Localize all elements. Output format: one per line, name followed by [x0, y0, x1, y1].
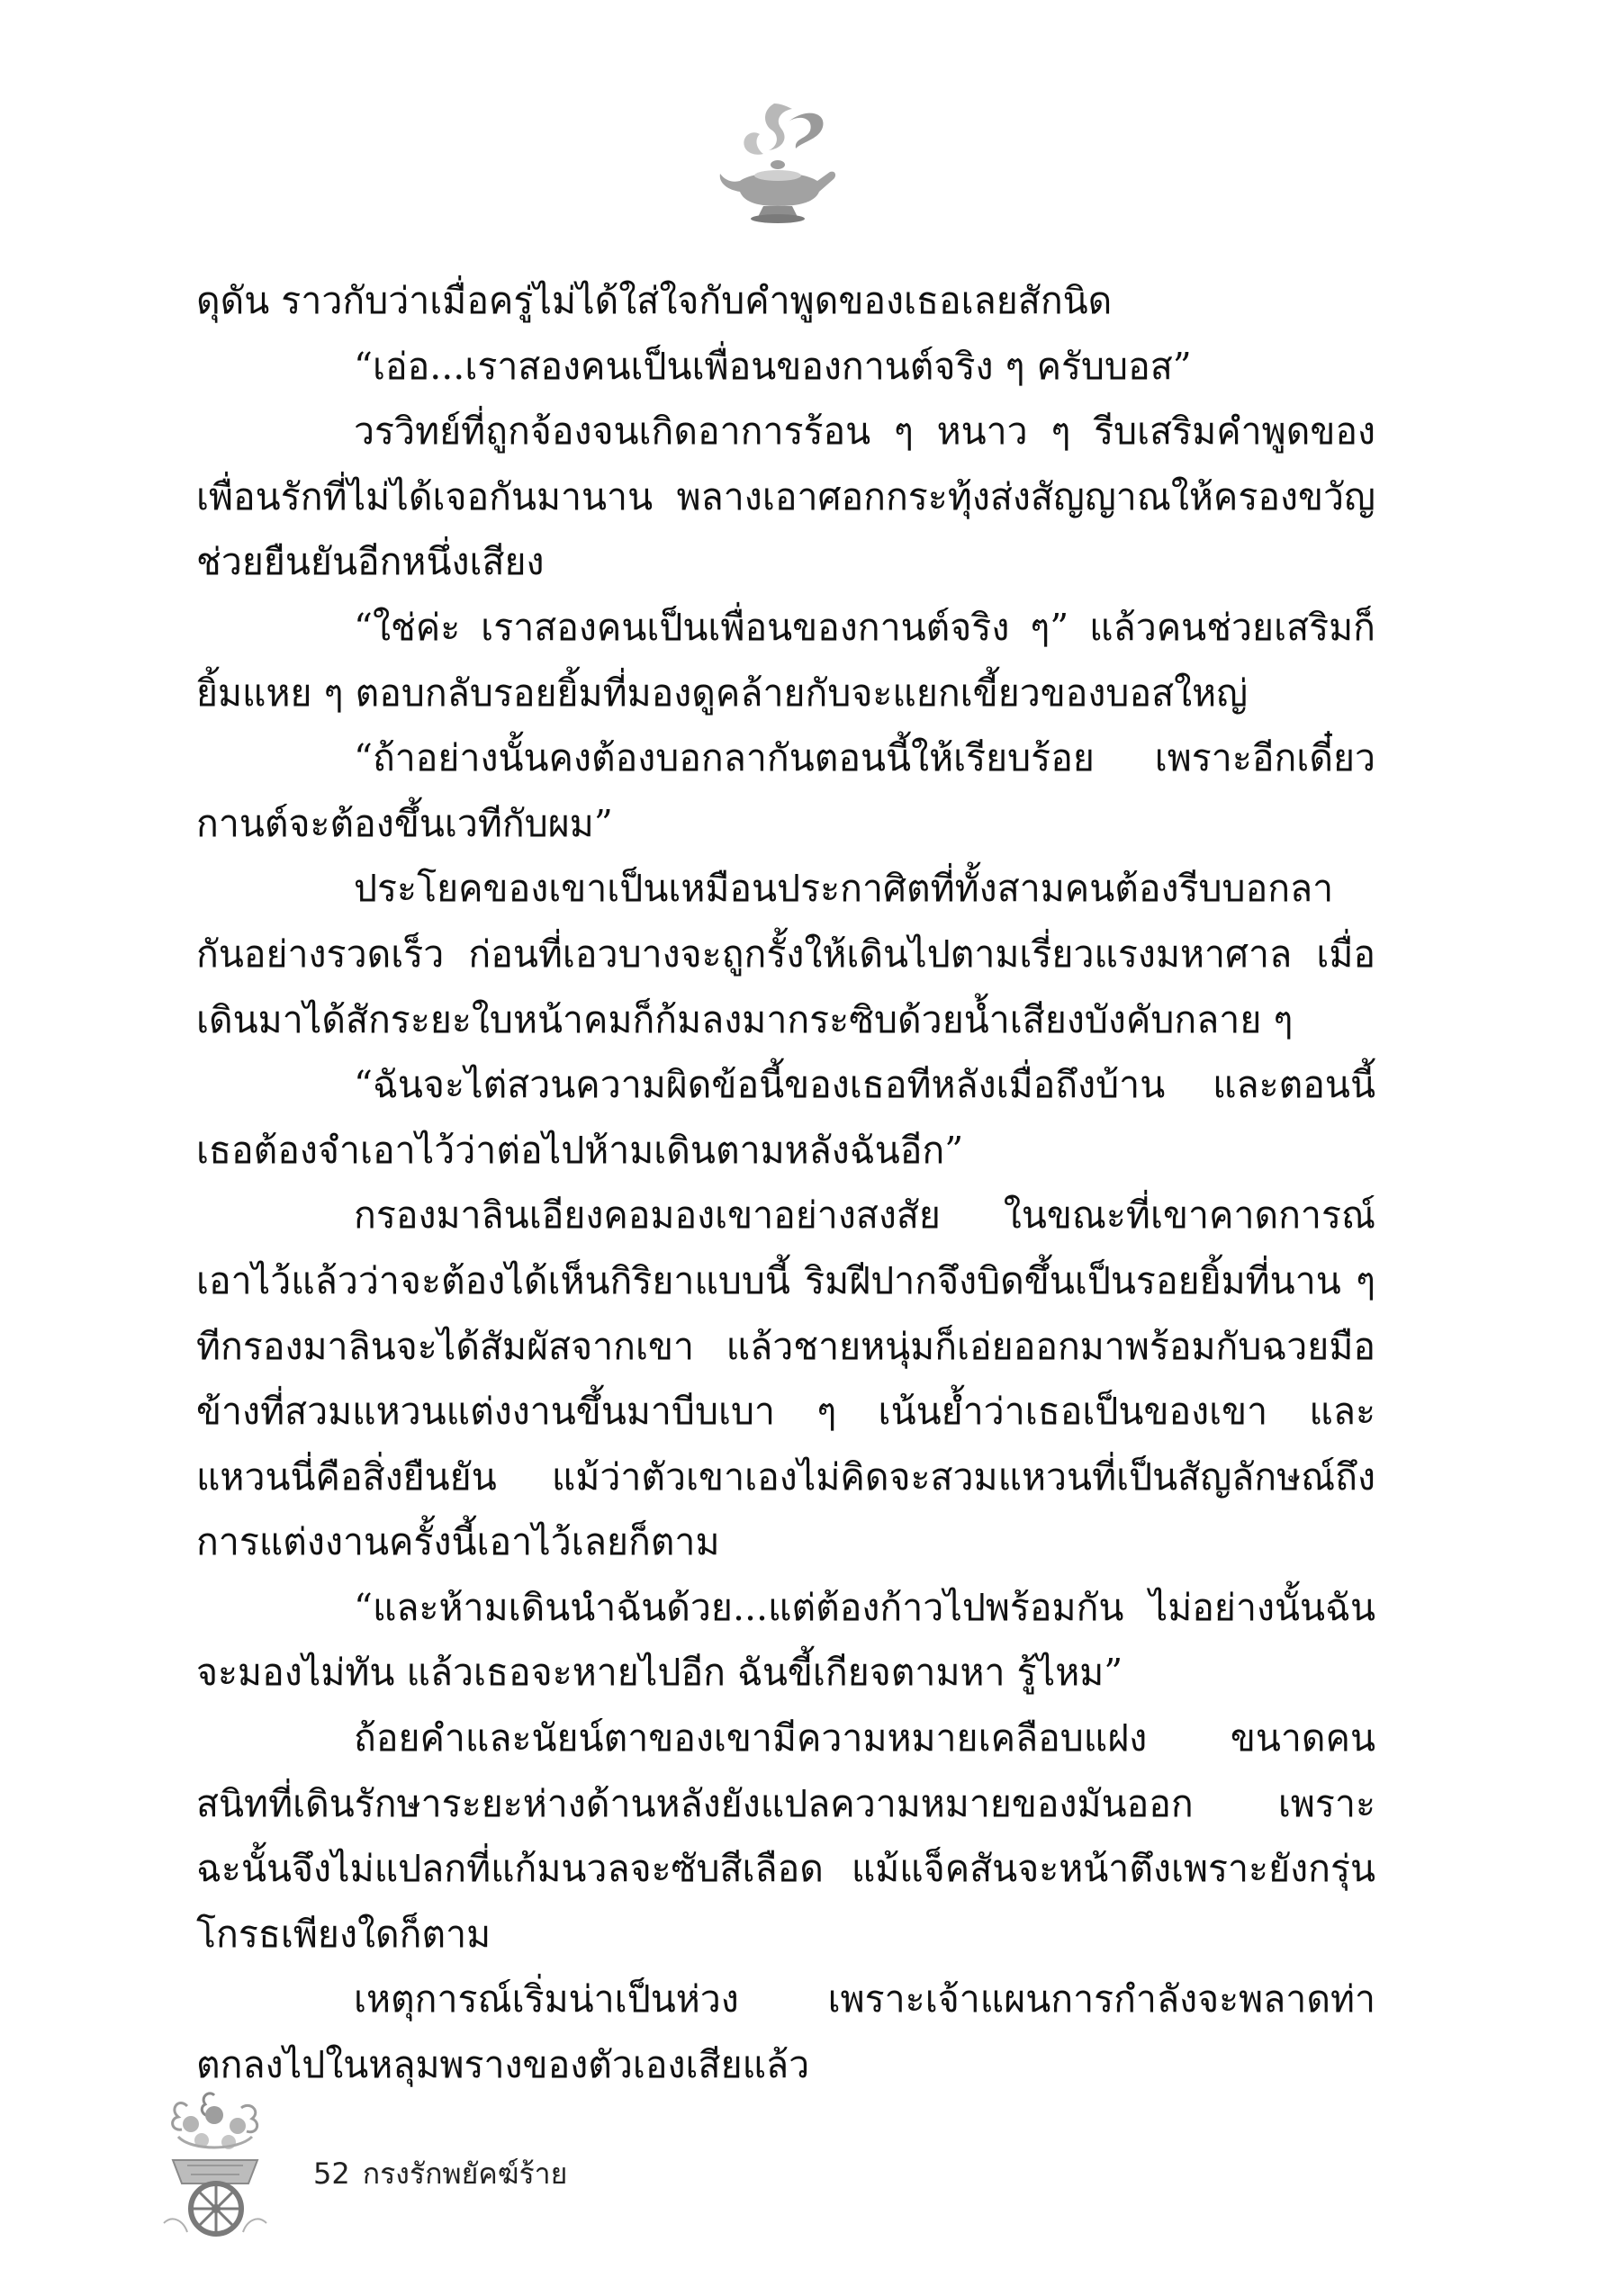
paragraph: ถ้อยคำและนัยน์ตาของเขามีความหมายเคลือบแฝง ขนาดคนสนิทที่เดินรักษาระยะห่างด้านหลังยังแปลความหมายของมันออก เพราะฉะนั้นจึงไม่แปลกที่แก้มนวลจะซับสีเลือด แม้แจ็คสันจะหน้าตึงเพราะยังกรุ่นโกรธเพียงใดก็ตาม	[196, 1716, 1375, 1956]
page-footer-text	[313, 2151, 567, 2197]
paragraph: วรวิทย์ที่ถูกจ้องจนเกิดอาการร้อน ๆ หนาว ๆ รีบเสริมคำพูดของเพื่อนรักที่ไม่ได้เจอกันมานาน พลางเอาศอกกระทุ้งส่งสัญญาณให้ครองขวัญช่วยยืนยันอีกหนึ่งเสียง	[196, 410, 1375, 584]
paragraph: ประโยคของเขาเป็นเหมือนประกาศิตที่ทั้งสามคนต้องรีบบอกลากันอย่างรวดเร็ว ก่อนที่เอวบางจะถูกรั้งให้เดินไปตามเรี่ยวแรงมหาศาล เมื่อเดินมาได้สักระยะใบหน้าคมก็ก้มลงมากระซิบด้วยน้ำเสียงบังคับกลาย ๆ	[196, 867, 1375, 1041]
page-footer	[151, 2088, 781, 2241]
main-text	[196, 268, 1375, 2098]
paragraph: “ฉันจะไต่สวนความผิดข้อนี้ของเธอทีหลังเมื่อถึงบ้าน และตอนนี้เธอต้องจำเอาไว้ว่าต่อไปห้ามเดินตามหลังฉันอีก”	[196, 1063, 1375, 1172]
paragraph: กรองมาลินเอียงคอมองเขาอย่างสงสัย ในขณะที่เขาคาดการณ์เอาไว้แล้วว่าจะต้องได้เห็นกิริยาแบบนี้ ริมฝีปากจึงบิดขึ้นเป็นรอยยิ้มที่นาน ๆ ทีกรองมาลินจะได้สัมผัสจากเขา แล้วชายหนุ่มก็เอ่ยออกมาพร้อมกับฉวยมือข้างที่สวมแหวนแต่งงานขึ้นมาบีบเบา ๆ เน้นย้ำว่าเธอเป็นของเขา และแหวนนี่คือสิ่งยืนยัน แม้ว่าตัวเขาเองไม่คิดจะสวมแหวนที่เป็นสัญลักษณ์ถึงการแต่งงานครั้งนี้เอาไว้เลยก็ตาม	[196, 1193, 1375, 1564]
page-number: 52	[313, 2156, 350, 2191]
flower-cart-icon	[151, 2088, 277, 2241]
paragraph: “เอ่อ...เราสองคนเป็นเพื่อนของกานต์จริง ๆ ครับบอส”	[354, 344, 1192, 388]
paragraph: “และห้ามเดินนำฉันด้วย...แต่ต้องก้าวไปพร้อมกัน ไม่อย่างนั้นฉันจะมองไม่ทัน แล้วเธอจะหายไปอีก ฉันขี้เกียจตามหา รู้ไหม”	[196, 1585, 1375, 1695]
paragraph: “ถ้าอย่างนั้นคงต้องบอกลากันตอนนี้ให้เรียบร้อย เพราะอีกเดี๋ยวกานต์จะต้องขึ้นเวทีกับผม”	[196, 736, 1375, 845]
paragraph: เหตุการณ์เริ่มน่าเป็นห่วง เพราะเจ้าแผนการกำลังจะพลาดท่าตกลงไปในหลุมพรางของตัวเองเสียแล้ว	[196, 1977, 1375, 2087]
paragraph: ดุดัน ราวกับว่าเมื่อครู่ไม่ได้ใส่ใจกับคำพูดของเธอเลยสักนิด	[196, 279, 1113, 322]
genie-lamp-icon	[709, 95, 844, 239]
paragraph: “ใช่ค่ะ เราสองคนเป็นเพื่อนของกานต์จริง ๆ” แล้วคนช่วยเสริมก็ยิ้มแหย ๆ ตอบกลับรอยยิ้มที่มองดูคล้ายกับจะแยกเขี้ยวของบอสใหญ่	[196, 605, 1375, 715]
book-title: กรงรักพยัคฆ์ร้าย	[362, 2156, 568, 2191]
